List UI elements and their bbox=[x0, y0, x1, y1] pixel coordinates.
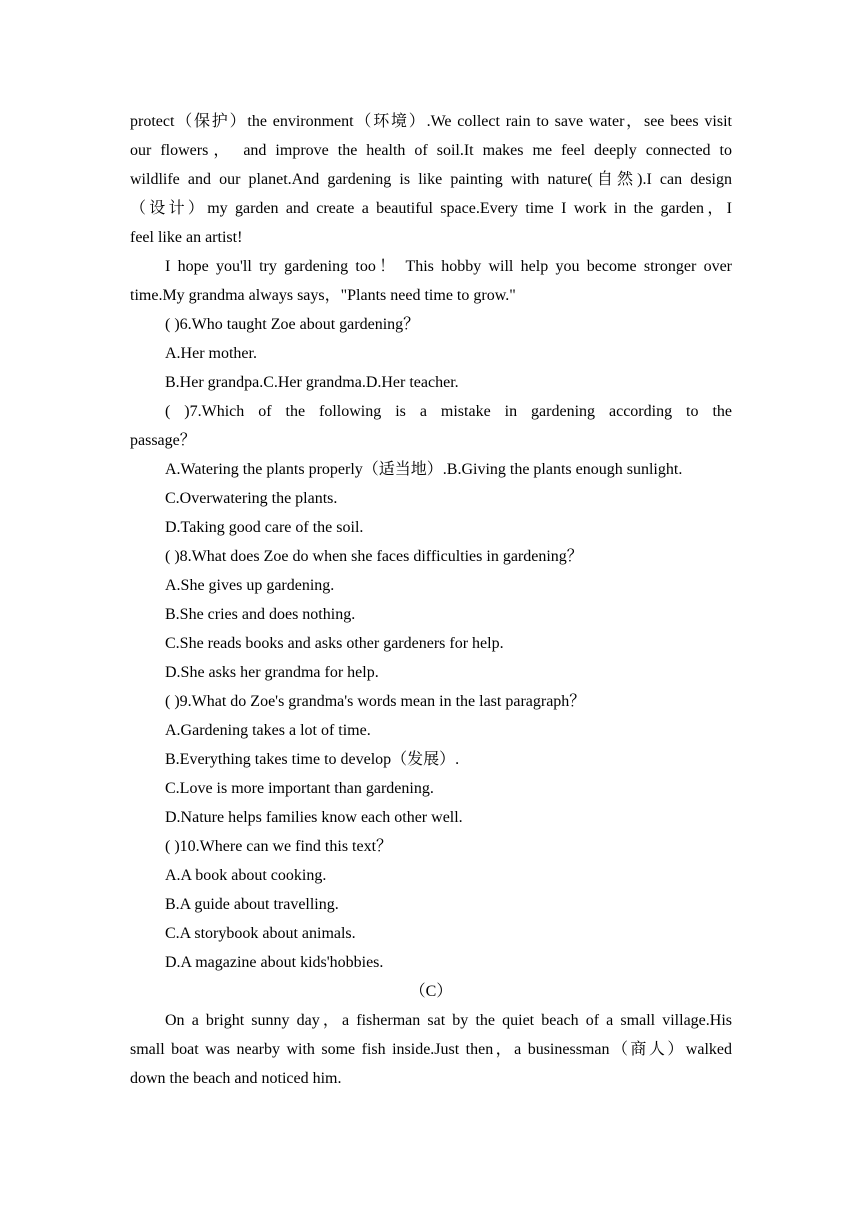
answer-option: B.Everything takes time to develop（发展）. bbox=[165, 751, 460, 768]
question-stem: ( )6.Who taught Zoe about gardening？ bbox=[165, 316, 420, 333]
question-stem: ( )9.What do Zoe's grandma's words mean in the last paragraph？ bbox=[165, 693, 586, 710]
answer-option: D.Nature helps families know each other well. bbox=[165, 809, 463, 826]
answer-option: B.Her grandpa.C.Her grandma.D.Her teacher. bbox=[165, 374, 459, 391]
paragraph-line: down the beach and noticed him. bbox=[130, 1070, 342, 1087]
paragraph-line: wildlife and our planet.And gardening is like painting with nature(自然).I can design bbox=[130, 171, 732, 188]
paragraph-line: our flowers， and improve the health of soil.It makes me feel deeply connected to bbox=[130, 142, 732, 159]
answer-option: A.She gives up gardening. bbox=[165, 577, 335, 594]
paragraph-line: time.My grandma always says，"Plants need time to grow." bbox=[130, 287, 516, 304]
answer-option: C.Overwatering the plants. bbox=[165, 490, 338, 507]
answer-option: D.Taking good care of the soil. bbox=[165, 519, 364, 536]
paragraph-line: feel like an artist! bbox=[130, 229, 243, 246]
answer-option: A.A book about cooking. bbox=[165, 867, 327, 884]
answer-option: B.She cries and does nothing. bbox=[165, 606, 356, 623]
answer-option: D.She asks her grandma for help. bbox=[165, 664, 379, 681]
answer-option: A.Watering the plants properly（适当地）.B.Giving the plants enough sunlight. bbox=[165, 461, 683, 478]
answer-option: A.Gardening takes a lot of time. bbox=[165, 722, 371, 739]
question-7 bbox=[130, 397, 732, 542]
answer-option: D.A magazine about kids'hobbies. bbox=[165, 954, 384, 971]
question-6 bbox=[130, 310, 732, 397]
section-heading: （C） bbox=[409, 983, 453, 1000]
question-stem: ( )8.What does Zoe do when she faces difficulties in gardening？ bbox=[165, 548, 583, 565]
answer-option: C.She reads books and asks other gardeners for help. bbox=[165, 635, 504, 652]
answer-option: B.A guide about travelling. bbox=[165, 896, 339, 913]
page-content bbox=[130, 107, 732, 1093]
paragraph-line: protect（保护）the environment（环境）.We collect rain to save water，see bees visit bbox=[130, 113, 732, 130]
answer-option: C.A storybook about animals. bbox=[165, 925, 356, 942]
question-9 bbox=[130, 687, 732, 832]
answer-option: C.Love is more important than gardening. bbox=[165, 780, 434, 797]
paragraph-line: On a bright sunny day，a fisherman sat by the quiet beach of a small village.His bbox=[165, 1012, 732, 1029]
question-stem: ( )10.Where can we find this text？ bbox=[165, 838, 393, 855]
answer-option: A.Her mother. bbox=[165, 345, 257, 362]
section-c bbox=[130, 977, 732, 1093]
paragraph-line: I hope you'll try gardening too！ This hobby will help you become stronger over bbox=[165, 258, 732, 275]
paragraph-line: small boat was nearby with some fish inside.Just then，a businessman（商人）walked bbox=[130, 1041, 732, 1058]
question-10 bbox=[130, 832, 732, 977]
question-stem: ( )7.Which of the following is a mistake in gardening according to the bbox=[165, 403, 732, 420]
passage-b bbox=[130, 107, 732, 310]
question-stem-continued: passage？ bbox=[130, 432, 196, 449]
question-8 bbox=[130, 542, 732, 687]
paragraph-line: （设计）my garden and create a beautiful space.Every time I work in the garden，I bbox=[130, 200, 732, 217]
